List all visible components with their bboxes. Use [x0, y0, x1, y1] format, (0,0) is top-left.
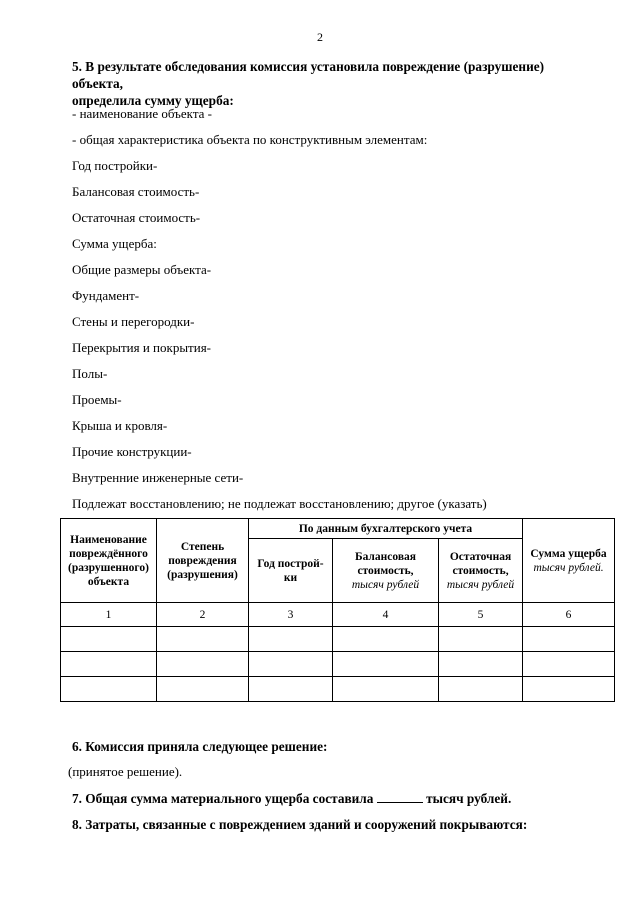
- table-row: [61, 652, 615, 677]
- section-5-heading-line2: определила сумму ущерба:: [72, 93, 234, 108]
- damage-amount-line: Сумма ущерба:: [72, 236, 157, 251]
- table-cell: [249, 652, 333, 677]
- header-year-built-line1: Год построй-: [257, 557, 324, 570]
- header-damage-sum: [523, 519, 615, 603]
- header-damage-sum-label: Сумма ущерба: [530, 547, 607, 560]
- openings-line: Проемы-: [72, 392, 122, 407]
- table-cell: [523, 677, 615, 702]
- general-characteristic-line: - общая характеристика объекта по конструктивным элементам:: [72, 132, 428, 147]
- floors-line: Полы-: [72, 366, 108, 381]
- table-cell: [249, 677, 333, 702]
- header-object-name: Наименование повреждённого (разрушенного) объекта: [61, 519, 157, 603]
- header-balance-value-label: Балансовая стоимость,: [354, 550, 417, 577]
- page-number: 2: [317, 30, 323, 44]
- column-number: 3: [249, 603, 333, 627]
- foundation-line: Фундамент-: [72, 288, 140, 303]
- other-structures-line: Прочие конструкции-: [72, 444, 192, 459]
- table-cell: [333, 652, 439, 677]
- header-residual-value-label: Остаточная стоимость,: [449, 550, 512, 577]
- header-damage-degree: Степень повреждения (разрушения): [157, 519, 249, 603]
- table-cell: [333, 677, 439, 702]
- table-cell: [61, 627, 157, 652]
- column-number: 1: [61, 603, 157, 627]
- residual-value-line: Остаточная стоимость-: [72, 210, 201, 225]
- table-cell: [157, 652, 249, 677]
- column-number: 2: [157, 603, 249, 627]
- balance-value-line: Балансовая стоимость-: [72, 184, 200, 199]
- restoration-status-line: Подлежат восстановлению; не подлежат восстановлению; другое (указать): [72, 496, 487, 511]
- table-cell: [157, 677, 249, 702]
- table-cell: [439, 627, 523, 652]
- table-row: [61, 627, 615, 652]
- column-number: 6: [523, 603, 615, 627]
- section-5-heading: [72, 58, 592, 109]
- table-cell: [157, 627, 249, 652]
- roof-line: Крыша и кровля-: [72, 418, 168, 433]
- table-header-row: [61, 519, 615, 539]
- header-balance-value: [333, 539, 439, 603]
- column-number: 5: [439, 603, 523, 627]
- header-year-built-line2: ки: [283, 571, 298, 584]
- section-5-heading-line1: 5. В результате обследования комиссия установила повреждение (разрушение) объекта,: [72, 59, 545, 91]
- floors-ceilings-line: Перекрытия и покрытия-: [72, 340, 212, 355]
- header-year-built: [249, 539, 333, 603]
- engineering-networks-line: Внутренние инженерные сети-: [72, 470, 244, 485]
- table-cell: [439, 677, 523, 702]
- damage-table: [60, 518, 615, 702]
- table-cell: [61, 677, 157, 702]
- damage-sum-blank: [377, 790, 423, 803]
- table-row: [61, 677, 615, 702]
- header-balance-value-unit: тысяч рублей: [351, 578, 420, 591]
- object-name-line: - наименование объекта -: [72, 106, 213, 121]
- table-cell: [523, 652, 615, 677]
- decision-note: (принятое решение).: [68, 764, 183, 779]
- year-built-line: Год постройки-: [72, 158, 158, 173]
- table-cell: [523, 627, 615, 652]
- header-residual-value: [439, 539, 523, 603]
- table-cell: [333, 627, 439, 652]
- section-7-heading: [72, 790, 592, 807]
- column-number: 4: [333, 603, 439, 627]
- table-cell: [249, 627, 333, 652]
- table-cell: [439, 652, 523, 677]
- section-7-text-before: 7. Общая сумма материального ущерба составила: [72, 791, 374, 806]
- table-cell: [61, 652, 157, 677]
- table-number-row: [61, 603, 615, 627]
- object-dimensions-line: Общие размеры объекта-: [72, 262, 212, 277]
- section-7-text-after: тысяч рублей.: [426, 791, 512, 806]
- header-residual-value-unit: тысяч рублей: [446, 578, 515, 591]
- header-accounting-group: По данным бухгалтерского учета: [249, 519, 523, 539]
- header-damage-sum-unit: тысяч рублей.: [533, 561, 604, 574]
- section-6-heading: 6. Комиссия приняла следующее решение:: [72, 739, 328, 754]
- walls-line: Стены и перегородки-: [72, 314, 195, 329]
- section-8-heading: 8. Затраты, связанные с повреждением зданий и сооружений покрываются:: [72, 817, 528, 832]
